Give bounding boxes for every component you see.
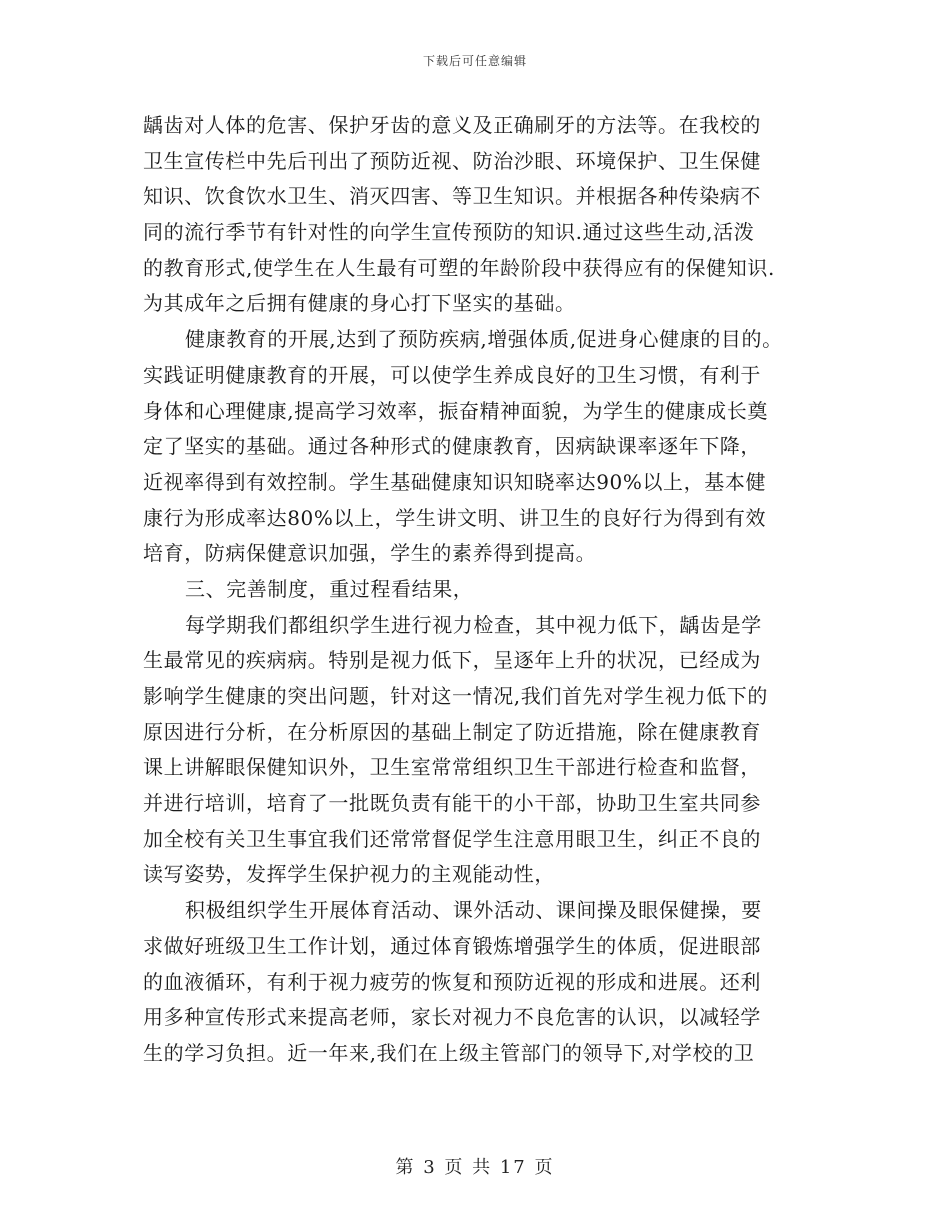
text-line: 原因进行分析，在分析原因的基础上制定了防近措施，除在健康教育 [143, 719, 761, 744]
text-line: 为其成年之后拥有健康的身心打下坚实的基础。 [143, 291, 576, 316]
text-line: 的教育形式,使学生在人生最有可塑的年龄阶段中获得应有的保健知识. [143, 255, 775, 280]
text-line: 影响学生健康的突出问题，针对这一情况,我们首先对学生视力低下的 [143, 684, 768, 708]
text-line: 求做好班级卫生工作计划，通过体育锻炼增强学生的体质，促进眼部 [143, 933, 761, 958]
document-body [143, 108, 823, 1072]
text-line: 卫生宣传栏中先后刊出了预防近视、防治沙眼、环境保护、卫生保健 [143, 148, 761, 173]
text-line: 积极组织学生开展体育活动、课外活动、课间操及眼保健操，要 [185, 898, 762, 923]
text-line: 身体和心理健康,提高学习效率，振奋精神面貌，为学生的健康成长奠 [143, 398, 768, 423]
page-footer: 第 3 页 共 17 页 [395, 1157, 555, 1178]
text-line: 定了坚实的基础。通过各种形式的健康教育，因病缺课率逐年下降， [143, 434, 761, 459]
text-line: 并进行培训，培育了一批既负责有能干的小干部，协助卫生室共同参 [143, 791, 761, 816]
text-line: 同的流行季节有针对性的向学生宣传预防的知识.通过这些生动,活泼 [143, 220, 755, 245]
text-line: 实践证明健康教育的开展，可以使学生养成良好的卫生习惯，有利于 [143, 362, 761, 387]
text-line: 生最常见的疾病病。特别是视力低下，呈逐年上升的状况，已经成为 [143, 648, 761, 673]
text-line: 生的学习负担。近一年来,我们在上级主管部门的领导下,对学校的卫 [143, 1040, 755, 1065]
text-line: 三、完善制度，重过程看结果， [185, 576, 474, 601]
text-line: 读写姿势，发挥学生保护视力的主观能动性， [143, 862, 555, 887]
text-line: 的血液循环，有利于视力疲劳的恢复和预防近视的形成和进展。还利 [143, 969, 761, 994]
text-line: 用多种宣传形式来提高老师，家长对视力不良危害的认识，以减轻学 [143, 1005, 761, 1030]
text-line: 每学期我们都组织学生进行视力检查，其中视力低下，龋齿是学 [185, 612, 762, 637]
text-line: 课上讲解眼保健知识外，卫生室常常组织卫生干部进行检查和监督， [143, 755, 761, 780]
text-line: 知识、饮食饮水卫生、消灭四害、等卫生知识。并根据各种传染病不 [143, 184, 761, 209]
text-line: 加全校有关卫生事宜我们还常常督促学生注意用眼卫生，纠正不良的 [143, 826, 761, 851]
text-line: 健康教育的开展,达到了预防疾病,增强体质,促进身心健康的目的。 [185, 327, 783, 352]
text-line: 龋齿对人体的危害、保护牙齿的意义及正确刷牙的方法等。在我校的 [143, 113, 761, 137]
text-line: 康行为形成率达80%以上，学生讲文明、讲卫生的良好行为得到有效 [143, 505, 767, 530]
text-line: 培育，防病保健意识加强，学生的素养得到提高。 [143, 541, 597, 566]
page-header: 下载后可任意编辑 [422, 54, 527, 68]
text-line: 近视率得到有效控制。学生基础健康知识知晓率达90%以上，基本健 [143, 469, 767, 494]
